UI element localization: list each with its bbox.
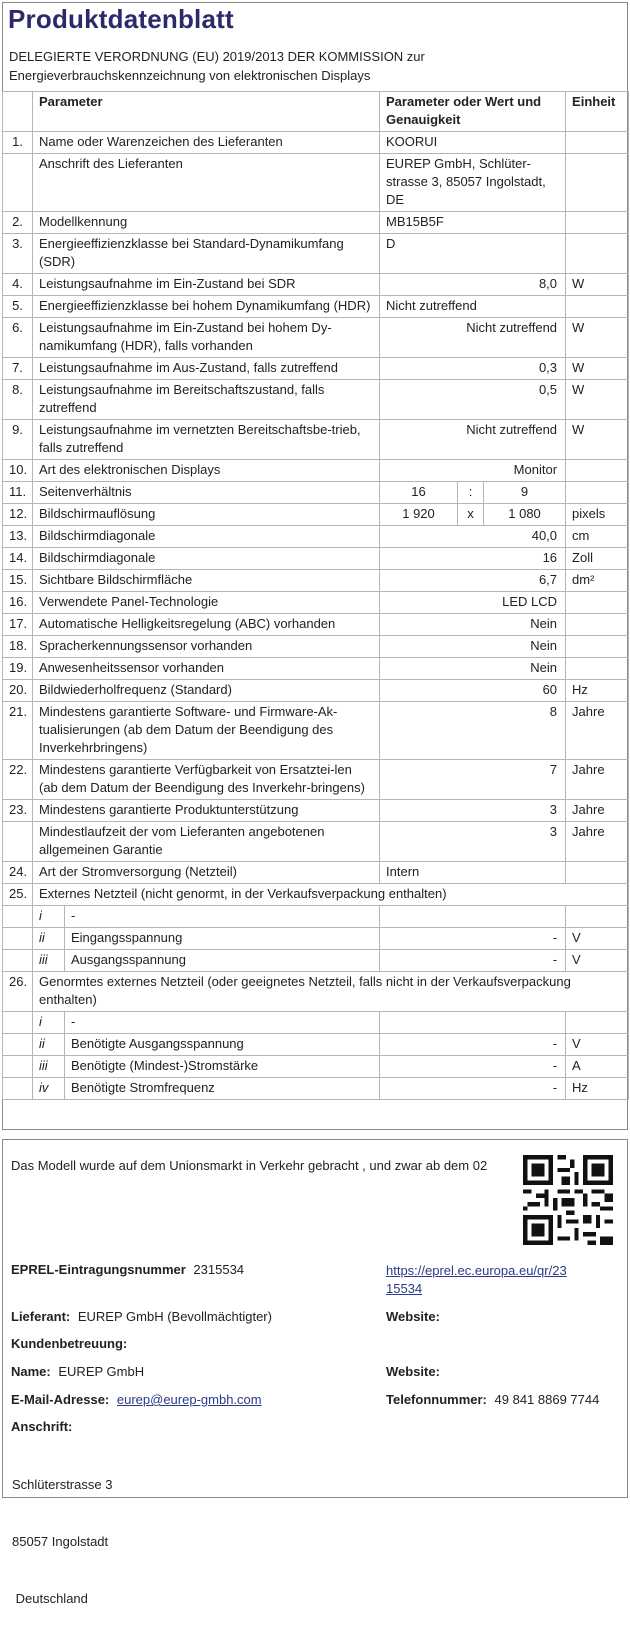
table-subrow: iii Ausgangsspannung - V xyxy=(3,950,629,972)
table-row: 16. Verwendete Panel-Technologie LED LCD xyxy=(3,592,629,614)
phone-value: 49 841 8869 7744 xyxy=(494,1392,600,1407)
table-row: 24. Art der Stromversorgung (Netzteil) Intern xyxy=(3,862,629,884)
customer-service-label: Kundenbetreuung: xyxy=(11,1336,128,1351)
eprel-label: EPREL-Eintragungsnummer xyxy=(11,1262,186,1277)
table-row: 1. Name oder Warenzeichen des Lieferanten KOORUI xyxy=(3,132,629,154)
website-label-2: Website: xyxy=(386,1364,440,1379)
address-country: Deutschland xyxy=(12,1591,88,1606)
name-value: EUREP GmbH xyxy=(58,1364,145,1379)
table-row: 26. Genormtes externes Netzteil (oder geeignetes Netzteil, falls nicht in der Verkaufsverpackung enthalten) xyxy=(3,972,629,1012)
parameter-table xyxy=(2,91,629,1100)
eprel-link[interactable] xyxy=(386,1262,567,1298)
table-row: 25. Externes Netzteil (nicht genormt, in der Verkaufsverpackung enthalten) xyxy=(3,884,629,906)
table-row: 9. Leistungsaufnahme im vernetzten Bereitschaftsbe-trieb, falls zutreffend Nicht zutreffend W xyxy=(3,420,629,460)
address-label: Anschrift: xyxy=(11,1419,73,1434)
supplier-info-box xyxy=(2,1139,628,1606)
table-subrow: i - xyxy=(3,1012,629,1034)
address-block xyxy=(12,1437,112,1646)
address-city: 85057 Ingolstadt xyxy=(12,1534,109,1549)
table-row: 21. Mindestens garantierte Software- und Firmware-Ak-tualisierungen (ab dem Datum der Beendigung des Inverkehrbringens) 8 Jahre xyxy=(3,702,629,760)
page-title: Produktdatenblatt xyxy=(8,4,234,34)
name-label: Name: xyxy=(11,1364,51,1379)
table-row: 5. Energieeffizienzklasse bei hohem Dynamikumfang (HDR) Nicht zutreffend xyxy=(3,296,629,318)
table-header-row xyxy=(3,92,629,132)
table-row: 18. Spracherkennungssensor vorhanden Nein xyxy=(3,636,629,658)
table-row: 15. Sichtbare Bildschirmfläche 6,7 dm² xyxy=(3,570,629,592)
table-row: 22. Mindestens garantierte Verfügbarkeit von Ersatztei-len (ab dem Datum der Beendigung des Inverkehr-bringens) 7 Jahre xyxy=(3,760,629,800)
market-date-text: Das Modell wurde auf dem Unionsmarkt in Verkehr gebracht , und zwar ab dem 02 xyxy=(11,1158,488,1173)
table-row: 17. Automatische Helligkeitsregelung (ABC) vorhanden Nein xyxy=(3,614,629,636)
address-street: Schlüterstrasse 3 xyxy=(12,1477,113,1492)
phone-label: Telefonnummer: xyxy=(386,1392,487,1407)
table-row: 2. Modellkennung MB15B5F xyxy=(3,212,629,234)
header-value: Parameter oder Wert und Genauigkeit xyxy=(380,92,566,132)
table-row: 6. Leistungsaufnahme im Ein-Zustand bei hohem Dy-namikumfang (HDR), falls vorhanden Nicht zutreffend W xyxy=(3,318,629,358)
table-row: 10. Art des elektronischen Displays Monitor xyxy=(3,460,629,482)
table-row: 3. Energieeffizienzklasse bei Standard-Dynamikumfang (SDR) D xyxy=(3,234,629,274)
table-subrow: ii Eingangsspannung - V xyxy=(3,928,629,950)
supplier-value: EUREP GmbH (Bevollmächtigter) xyxy=(77,1309,272,1324)
qr-code-icon[interactable] xyxy=(523,1155,613,1245)
header-parameter: Parameter xyxy=(33,92,380,132)
table-subrow: ii Benötigte Ausgangsspannung - V xyxy=(3,1034,629,1056)
table-row: Anschrift des Lieferanten EUREP GmbH, Schlüter-strasse 3, 85057 Ingolstadt, DE xyxy=(3,154,629,212)
table-row: 20. Bildwiederholfrequenz (Standard) 60 Hz xyxy=(3,680,629,702)
table-row: Mindestlaufzeit der vom Lieferanten angebotenen allgemeinen Garantie 3 Jahre xyxy=(3,822,629,862)
header-unit: Einheit xyxy=(566,92,629,132)
email-link[interactable]: eurep@eurep-gmbh.com xyxy=(116,1392,262,1407)
table-subrow: iv Benötigte Stromfrequenz - Hz xyxy=(3,1078,629,1100)
email-label: E-Mail-Adresse: xyxy=(11,1392,110,1407)
table-subrow: i - xyxy=(3,906,629,928)
table-row: 11. Seitenverhältnis 16 : 9 xyxy=(3,482,629,504)
website-label: Website: xyxy=(386,1309,440,1324)
table-row: 8. Leistungsaufnahme im Bereitschaftszustand, falls zutreffend 0,5 W xyxy=(3,380,629,420)
eprel-number: 2315534 xyxy=(193,1262,245,1277)
supplier-label: Lieferant: xyxy=(11,1309,71,1324)
regulation-subtitle xyxy=(9,47,609,85)
subtitle-line1: DELEGIERTE VERORDNUNG (EU) 2019/2013 DER KOMMISSION zur xyxy=(9,49,425,64)
table-row: 19. Anwesenheitssensor vorhanden Nein xyxy=(3,658,629,680)
table-row: 14. Bildschirmdiagonale 16 Zoll xyxy=(3,548,629,570)
subtitle-line2: Energieverbrauchskennzeichnung von elektronischen Displays xyxy=(9,68,371,83)
table-row: 13. Bildschirmdiagonale 40,0 cm xyxy=(3,526,629,548)
table-row: 23. Mindestens garantierte Produktunterstützung 3 Jahre xyxy=(3,800,629,822)
table-subrow: iii Benötigte (Mindest-)Stromstärke - A xyxy=(3,1056,629,1078)
table-row: 4. Leistungsaufnahme im Ein-Zustand bei SDR 8,0 W xyxy=(3,274,629,296)
eprel-link-line2[interactable]: 15534 xyxy=(386,1281,423,1296)
table-row: 12. Bildschirmauflösung 1 920 x 1 080 pixels xyxy=(3,504,629,526)
table-row: 7. Leistungsaufnahme im Aus-Zustand, falls zutreffend 0,3 W xyxy=(3,358,629,380)
eprel-link-line1[interactable]: https://eprel.ec.europa.eu/qr/23 xyxy=(386,1263,567,1278)
